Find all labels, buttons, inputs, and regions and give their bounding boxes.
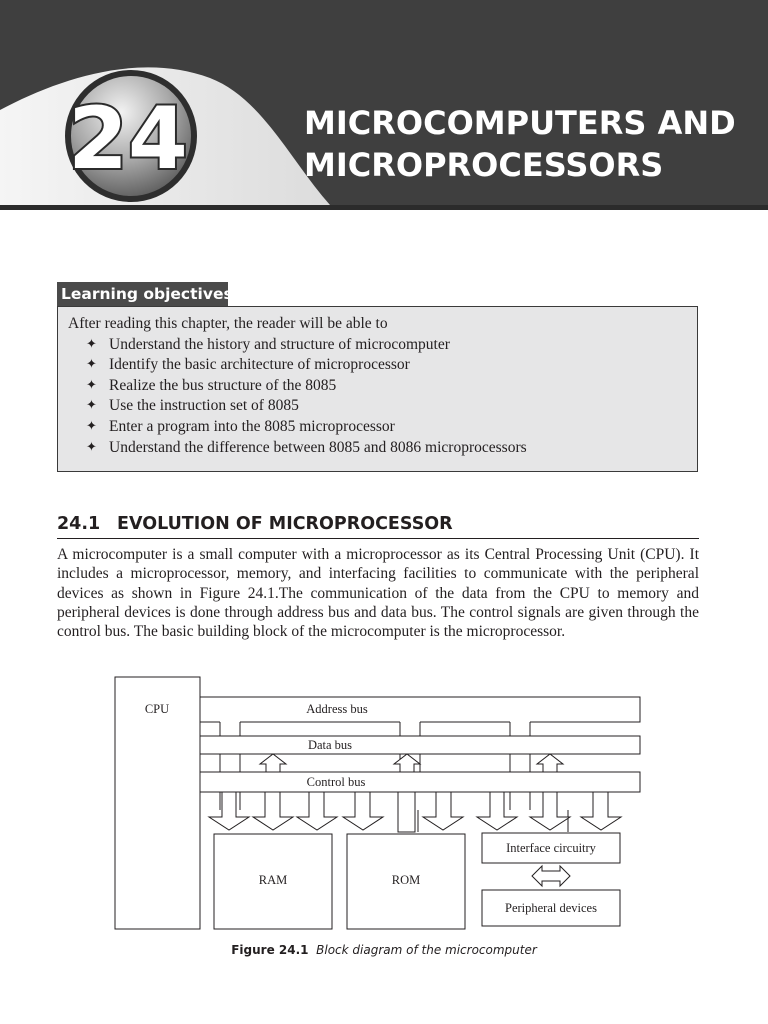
cpu-label: CPU [144, 702, 170, 716]
block-diagram [110, 672, 650, 934]
down-arrow-icon [253, 792, 293, 830]
star-bullet-icon: ✦ [86, 336, 97, 352]
interface-circuitry-label: Interface circuitry [506, 841, 596, 855]
list-item [85, 376, 697, 397]
ram-label: RAM [258, 873, 288, 887]
figure-caption [0, 943, 768, 957]
list-item [85, 438, 697, 459]
peripheral-devices-label: Peripheral devices [505, 901, 597, 915]
down-arrow-icon [477, 792, 517, 830]
control-bus [200, 772, 640, 792]
star-bullet-icon: ✦ [86, 357, 97, 373]
data-bus [200, 736, 640, 754]
figure-label: Figure 24.1 [231, 943, 309, 957]
down-arrow-icon [297, 792, 337, 830]
list-item [85, 396, 697, 417]
data-bus-label: Data bus [307, 738, 353, 752]
control-arrows [209, 792, 621, 832]
rom-rw-line-icon [398, 792, 415, 832]
chapter-number: 24 [68, 89, 188, 189]
address-bus [200, 697, 640, 722]
objective-text: Understand the history and structure of microcomputer [109, 335, 450, 353]
objective-text: Identify the basic architecture of microprocessor [109, 356, 410, 374]
figure-caption-text: Block diagram of the microcomputer [316, 943, 537, 957]
section-title: EVOLUTION OF MICROPROCESSOR [117, 514, 453, 534]
list-item [85, 335, 697, 356]
ram-data-arrow-icon [260, 754, 286, 772]
down-arrow-icon [209, 792, 249, 830]
banner-rule [0, 205, 768, 210]
interface-data-arrow-icon [537, 754, 563, 772]
bidirectional-arrow-icon [532, 866, 570, 886]
down-arrow-icon [530, 792, 570, 830]
learning-objectives-list [68, 335, 697, 459]
chapter-title-line-2: MICROPROCESSORS [304, 146, 664, 184]
down-arrow-icon [423, 792, 463, 830]
star-bullet-icon: ✦ [86, 418, 97, 434]
chapter-title-line-1: MICROCOMPUTERS AND [304, 104, 736, 142]
star-bullet-icon: ✦ [86, 439, 97, 455]
rom-label: ROM [391, 873, 421, 887]
chapter-title [304, 102, 754, 186]
learning-objectives-box [57, 306, 698, 472]
objective-text: Understand the difference between 8085 and 8086 microprocessors [109, 438, 527, 456]
learning-objectives-label: Learning objectives [57, 282, 228, 306]
star-bullet-icon: ✦ [86, 398, 97, 414]
section-number: 24.1 [57, 514, 101, 534]
down-arrow-icon [343, 792, 383, 830]
objective-text: Enter a program into the 8085 microprocessor [109, 417, 395, 435]
star-bullet-icon: ✦ [86, 377, 97, 393]
section-heading [57, 512, 699, 539]
list-item [85, 355, 697, 376]
down-arrow-icon [581, 792, 621, 830]
control-bus-label: Control bus [306, 775, 366, 789]
rom-data-arrow-icon [394, 754, 420, 772]
section-body-paragraph: A microcomputer is a small computer with a microprocessor as its Central Processing Unit (CPU). It includes a microprocessor, memory, and interfacing facilities to communicate with the peripheral devices as shown in Figure 24.1.The communication of the data from the CPU to memory and peripheral devices is done through address bus and data bus. The control signals are given through the control bus. The basic building block of the microcomputer is the microprocessor. [57, 546, 699, 641]
learning-objectives-intro: After reading this chapter, the reader will be able to [68, 315, 388, 332]
objective-text: Use the instruction set of 8085 [109, 397, 299, 415]
list-item [85, 417, 697, 438]
address-bus-label: Address bus [306, 702, 368, 716]
objective-text: Realize the bus structure of the 8085 [109, 376, 337, 394]
